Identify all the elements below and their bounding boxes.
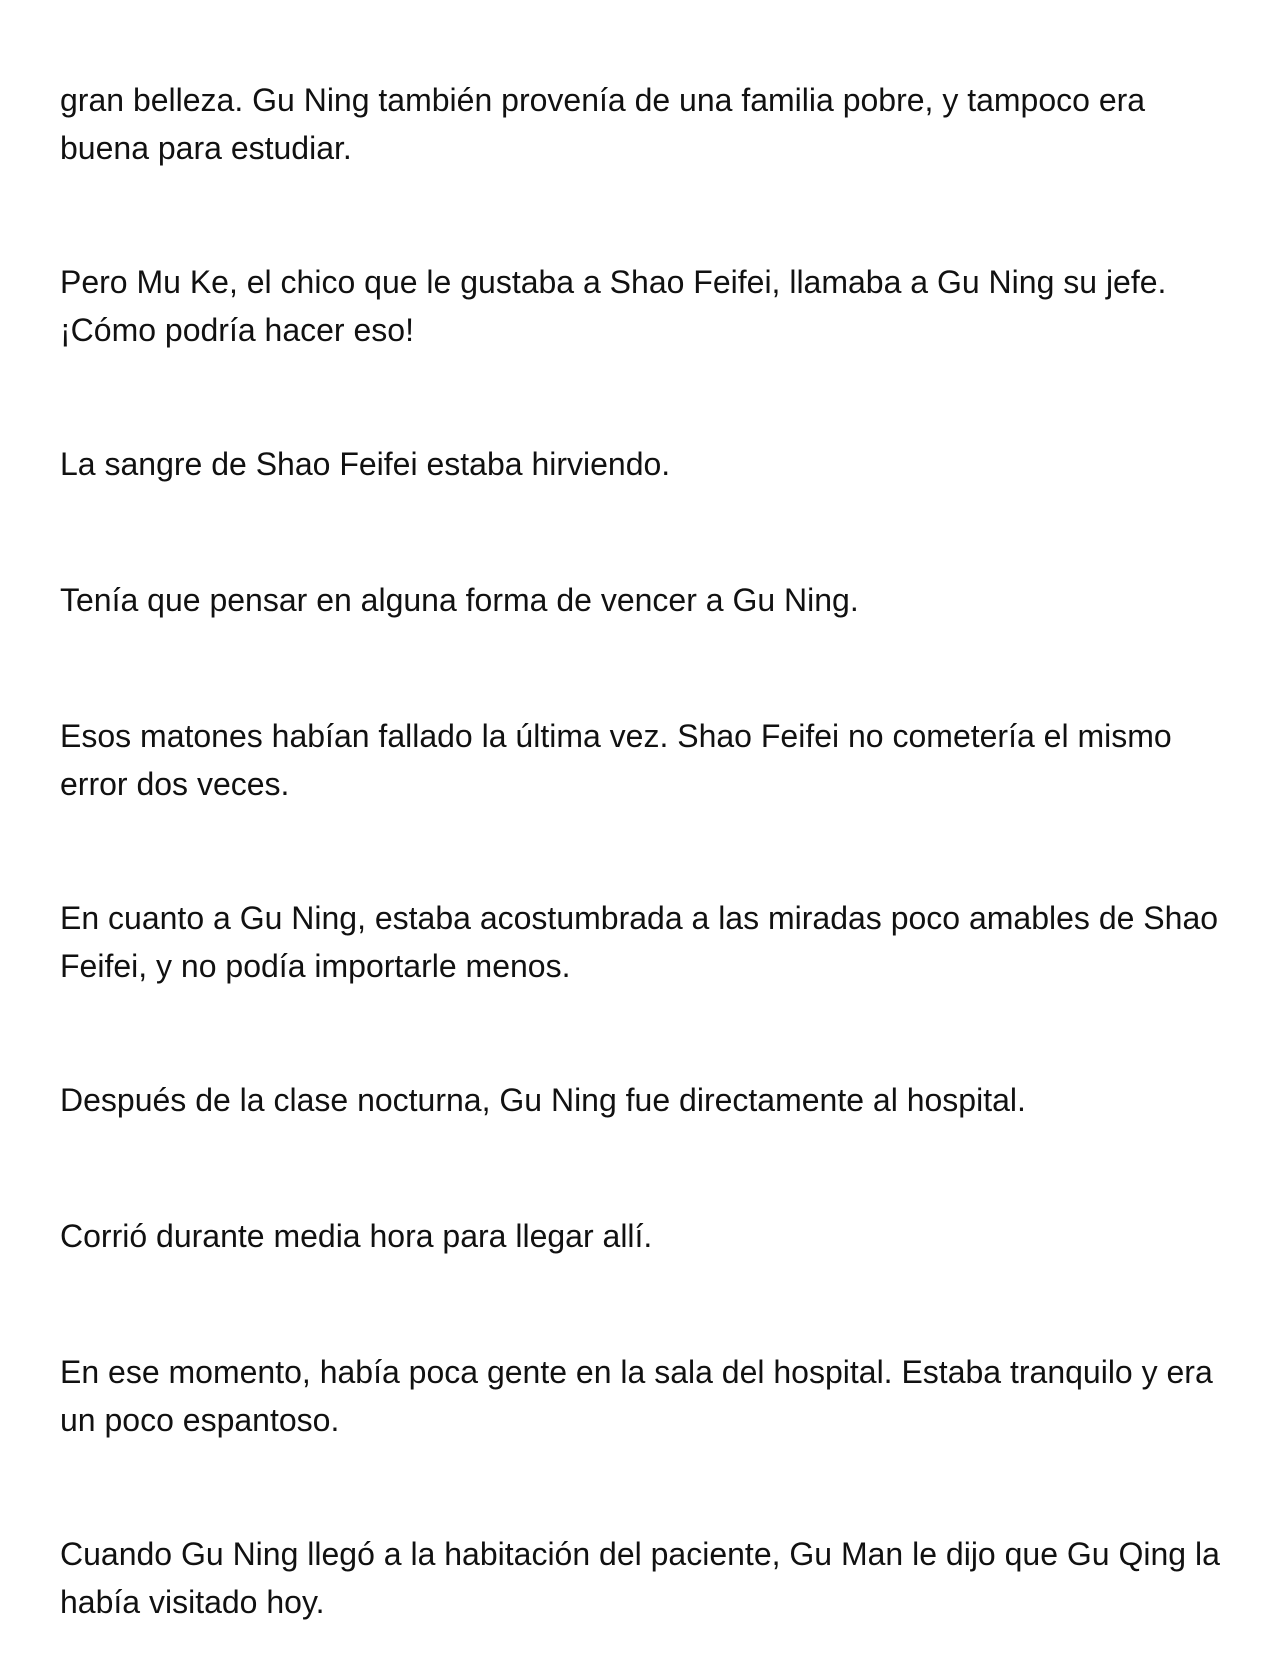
paragraph: Pero Mu Ke, el chico que le gustaba a Shao Feifei, llamaba a Gu Ning su jefe. ¡Cómo podría hacer eso! <box>60 264 1167 348</box>
paragraph: Cuando Gu Ning llegó a la habitación del paciente, Gu Man le dijo que Gu Qing la había visitado hoy. <box>60 1536 1220 1620</box>
paragraph: Después de la clase nocturna, Gu Ning fue directamente al hospital. <box>60 1082 1026 1118</box>
paragraph: Tenía que pensar en alguna forma de vencer a Gu Ning. <box>60 582 859 618</box>
paragraph: En cuanto a Gu Ning, estaba acostumbrada a las miradas poco amables de Shao Feifei, y no podía importarle menos. <box>60 900 1219 984</box>
paragraph: En ese momento, había poca gente en la sala del hospital. Estaba tranquilo y era un poco espantoso. <box>60 1354 1213 1438</box>
paragraph: Esos matones habían fallado la última vez. Shao Feifei no cometería el mismo error dos veces. <box>60 718 1172 802</box>
paragraph: Corrió durante media hora para llegar allí. <box>60 1218 653 1254</box>
paragraph: gran belleza. Gu Ning también provenía de una familia pobre, y tampoco era buena para estudiar. <box>60 82 1146 166</box>
paragraph: La sangre de Shao Feifei estaba hirviendo. <box>60 446 671 482</box>
